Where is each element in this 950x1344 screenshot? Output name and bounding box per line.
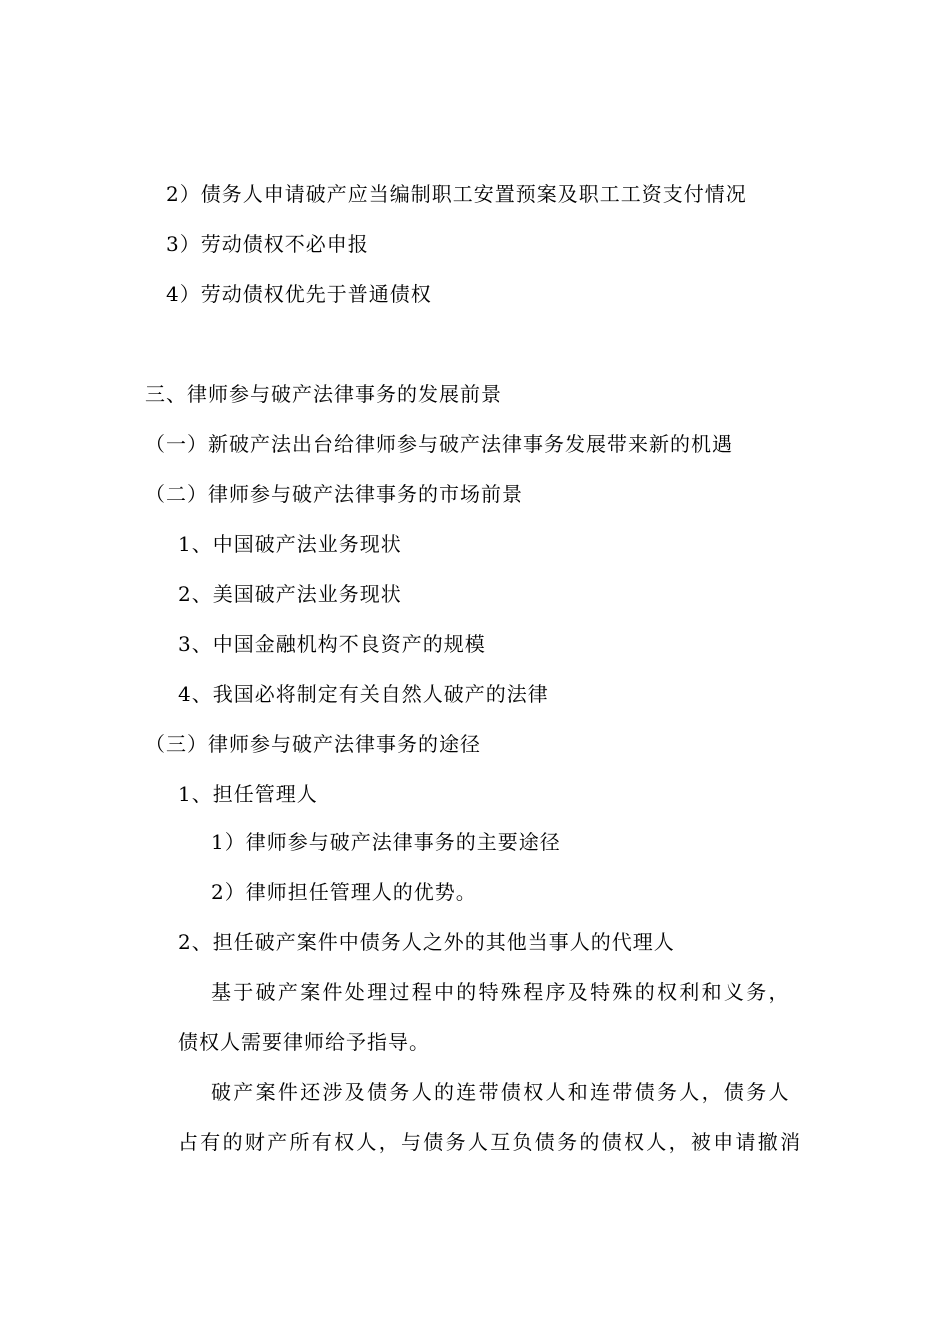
paragraph-2-line-1: 破产案件还涉及债务人的连带债权人和连带债务人，债务人: [211, 1080, 791, 1104]
paragraph-1-line-2: 债权人需要律师给予指导。: [178, 1030, 430, 1054]
list-item-act-as-agent: 2、担任破产案件中债务人之外的其他当事人的代理人: [178, 930, 675, 954]
paragraph-2-line-2: 占有的财产所有权人，与债务人互负债务的债权人，被申请撤消: [178, 1130, 803, 1154]
subsection-heading-1: （一）新破产法出台给律师参与破产法律事务发展带来新的机遇: [145, 432, 733, 456]
sub-item-advantages: 2）律师担任管理人的优势。: [211, 880, 477, 904]
list-item-us-bankruptcy-status: 2、美国破产法业务现状: [178, 582, 402, 606]
list-item-act-as-administrator: 1、担任管理人: [178, 782, 318, 806]
sub-item-main-approach: 1）律师参与破产法律事务的主要途径: [211, 830, 561, 854]
list-item-china-bankruptcy-status: 1、中国破产法业务现状: [178, 532, 402, 556]
subsection-heading-3: （三）律师参与破产法律事务的途径: [145, 732, 481, 756]
list-item-npl-scale: 3、中国金融机构不良资产的规模: [178, 632, 486, 656]
list-item-2-employee-plan: 2）债务人申请破产应当编制职工安置预案及职工工资支付情况: [166, 182, 747, 206]
list-item-4-labor-claims-priority: 4）劳动债权优先于普通债权: [166, 282, 432, 306]
paragraph-1-line-1: 基于破产案件处理过程中的特殊程序及特殊的权利和义务，: [211, 980, 791, 1004]
list-item-personal-bankruptcy-law: 4、我国必将制定有关自然人破产的法律: [178, 682, 549, 706]
subsection-heading-2: （二）律师参与破产法律事务的市场前景: [145, 482, 523, 506]
section-heading-3: 三、律师参与破产法律事务的发展前景: [145, 382, 502, 406]
list-item-3-labor-claims-no-declaration: 3）劳动债权不必申报: [166, 232, 369, 256]
